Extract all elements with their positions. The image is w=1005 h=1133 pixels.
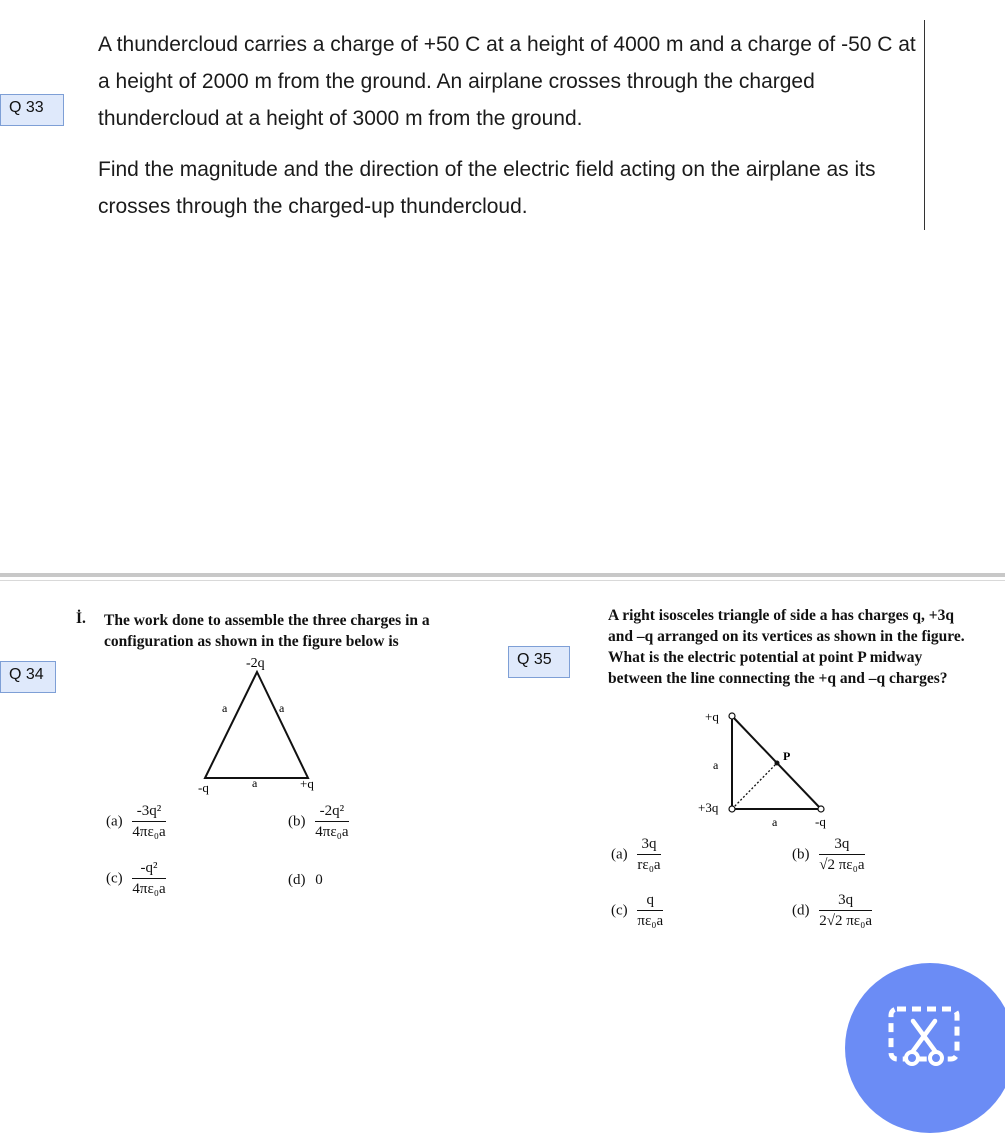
fraction-denominator: 2√2 πε₀a [819, 913, 872, 929]
side-label-vertical: a [713, 758, 719, 772]
q33-label: Q 33 [0, 94, 64, 126]
fraction-numerator: -q² [132, 860, 165, 879]
charge-dot-right [818, 806, 824, 812]
q33-question [98, 26, 918, 225]
page-separator [0, 573, 1005, 577]
point-p-label: P [783, 749, 791, 763]
screenshot-cut-button[interactable] [845, 963, 1005, 1133]
charge-dot-left [729, 806, 735, 812]
fraction-denominator: 4πε₀a [315, 824, 349, 840]
charge-bottom-left: +3q [698, 800, 719, 815]
point-p-dot [775, 761, 780, 766]
charge-bottom-right: -q [815, 814, 826, 829]
fraction-numerator: q [637, 892, 663, 911]
charge-top: -2q [246, 656, 265, 671]
q35-triangle-figure [695, 706, 845, 831]
option-key: (c) [106, 870, 123, 887]
charge-dot-top [729, 713, 735, 719]
fraction-numerator: -3q² [132, 803, 165, 822]
charge-top: +q [705, 709, 719, 724]
option-key: (c) [611, 902, 628, 919]
fraction-numerator: 3q [637, 836, 660, 855]
q35-option-b[interactable] [792, 836, 865, 874]
fraction-numerator: -2q² [315, 803, 348, 822]
option-fraction [819, 836, 864, 874]
q35-option-a[interactable] [611, 836, 661, 874]
fraction-numerator: 3q [819, 892, 872, 911]
q35-option-d[interactable] [792, 892, 872, 930]
q33-paragraph-2: Find the magnitude and the direction of the electric field acting on the airplane as its crosses through the charged-up thundercloud. [98, 158, 876, 218]
option-fraction [637, 836, 660, 874]
option-fraction [819, 892, 872, 930]
option-fraction [315, 803, 348, 841]
option-fraction [637, 892, 663, 930]
side-label-bottom: a [252, 776, 258, 790]
fraction-numerator: 3q [819, 836, 864, 855]
triangle-shape [205, 672, 308, 778]
charge-left: -q [198, 780, 209, 795]
screenshot-cut-icon [885, 1003, 965, 1073]
option-key: (a) [106, 813, 123, 830]
q33-paragraph-1: A thundercloud carries a charge of +50 C at a height of 4000 m and a charge of -50 C at a height of 2000 m from the ground. An airplane crosses through the charged thundercloud at a height of 3000 m from the ground. [98, 33, 916, 130]
q34-option-c[interactable] [106, 860, 166, 898]
fraction-denominator: 4πε₀a [132, 824, 166, 840]
option-key: (d) [288, 872, 306, 888]
q34-option-d[interactable] [288, 872, 323, 889]
option-fraction [132, 860, 165, 898]
option-key: (b) [792, 846, 810, 863]
side-label-horizontal: a [772, 815, 778, 829]
fraction-denominator: πε₀a [637, 913, 664, 929]
option-key: (b) [288, 813, 306, 830]
q34-option-a[interactable] [106, 803, 166, 841]
table-border [924, 20, 925, 230]
fraction-denominator: 4πε₀a [132, 881, 166, 897]
fraction-denominator: rε₀a [637, 857, 661, 873]
fraction-denominator: √2 πε₀a [819, 857, 865, 873]
q34-triangle-figure [190, 650, 330, 795]
q35-question: A right isosceles triangle of side a has charges q, +3q and –q arranged on its vertices as shown in the figure. What is the electric potential at point P midway between the line connecting the +q and –q charges? [608, 607, 965, 687]
q34-question: The work done to assemble the three charges in a configuration as shown in the figure below is [104, 612, 430, 650]
q35-option-c[interactable] [611, 892, 663, 930]
page-separator-line [0, 580, 1005, 581]
side-label-right: a [279, 701, 285, 715]
option-key: (d) [792, 902, 810, 919]
q34-number-fragment: İ. [76, 610, 86, 627]
option-key: (a) [611, 846, 628, 863]
q34-option-b[interactable] [288, 803, 349, 841]
side-label-left: a [222, 701, 228, 715]
q35-label: Q 35 [508, 646, 570, 678]
option-fraction [132, 803, 165, 841]
option-value: 0 [315, 872, 323, 888]
q34-label: Q 34 [0, 661, 56, 693]
charge-right: +q [300, 776, 314, 791]
